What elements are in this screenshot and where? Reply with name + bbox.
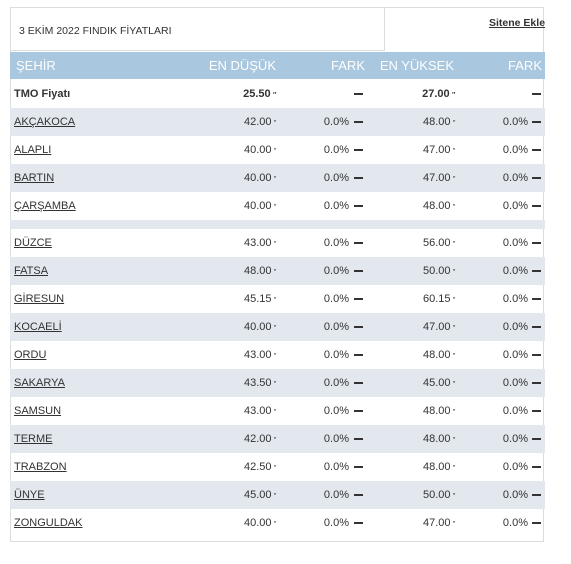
city-link[interactable]: SAKARYA <box>14 377 65 389</box>
no-change-icon <box>354 149 363 151</box>
low-diff: 0.0% <box>323 321 349 333</box>
city-link[interactable]: ÇARŞAMBA <box>14 200 76 212</box>
price-mark: ″ <box>273 381 276 388</box>
no-change-icon <box>532 93 541 95</box>
no-change-icon <box>532 438 541 440</box>
no-change-icon <box>354 382 363 384</box>
price-mark: ″ <box>273 465 276 472</box>
low-diff: 0.0% <box>323 489 349 501</box>
no-change-icon <box>354 466 363 468</box>
high-price <box>423 461 455 473</box>
table-header <box>10 52 545 79</box>
low-price <box>244 144 276 156</box>
high-price <box>423 144 455 156</box>
high-diff: 0.0% <box>502 200 528 212</box>
low-price-value: 43.00 <box>243 349 272 361</box>
high-price-value: 48.00 <box>422 405 451 417</box>
table-row <box>10 341 545 369</box>
city-link[interactable]: KOCAELİ <box>14 321 62 333</box>
low-price-value: 25.50 <box>243 88 271 100</box>
price-mark: ″ <box>452 241 455 248</box>
no-change-icon <box>354 270 363 272</box>
no-change-icon <box>532 298 541 300</box>
high-price <box>423 349 455 361</box>
no-change-icon <box>354 177 363 179</box>
city-link[interactable]: DÜZCE <box>14 237 52 249</box>
city-link[interactable]: AKÇAKOCA <box>14 116 76 128</box>
header-low-diff: FARK <box>331 58 365 73</box>
low-diff: 0.0% <box>323 200 349 212</box>
high-diff: 0.0% <box>502 321 528 333</box>
low-price <box>244 489 276 501</box>
high-price-value: 45.00 <box>422 377 451 389</box>
price-mark: ″ <box>451 92 455 99</box>
price-mark: ″ <box>273 437 276 444</box>
city-link[interactable]: GİRESUN <box>14 293 65 305</box>
high-diff: 0.0% <box>502 377 528 389</box>
no-change-icon <box>354 121 363 123</box>
high-price <box>423 172 455 184</box>
no-change-icon <box>354 354 363 356</box>
table-row <box>10 285 545 313</box>
low-price-value: 42.00 <box>243 116 272 128</box>
price-mark: ″ <box>273 204 276 211</box>
no-change-icon <box>532 354 541 356</box>
high-price <box>423 237 455 249</box>
city-link[interactable]: ORDU <box>14 349 47 361</box>
table-row <box>10 481 545 509</box>
high-price-value: 47.00 <box>422 517 451 529</box>
low-price-value: 42.00 <box>243 433 272 445</box>
price-mark: ″ <box>452 409 455 416</box>
high-diff: 0.0% <box>502 293 528 305</box>
high-diff: 0.0% <box>502 517 528 529</box>
low-price <box>244 200 276 212</box>
row-spacer <box>10 220 545 229</box>
low-price-value: 43.00 <box>243 237 272 249</box>
table-row <box>10 192 545 220</box>
low-diff: 0.0% <box>323 265 349 277</box>
high-price-value: 48.00 <box>422 116 451 128</box>
high-price <box>423 405 455 417</box>
low-diff: 0.0% <box>323 293 349 305</box>
price-mark: ″ <box>273 148 276 155</box>
city-link[interactable]: FATSA <box>14 265 49 277</box>
low-price-value: 45.15 <box>243 293 272 305</box>
price-mark: ″ <box>452 148 455 155</box>
low-price-value: 43.00 <box>243 405 272 417</box>
price-mark: ″ <box>452 465 455 472</box>
city-link[interactable]: TERME <box>14 433 53 445</box>
low-price-value: 40.00 <box>243 200 272 212</box>
high-price-value: 56.00 <box>422 237 451 249</box>
price-mark: ″ <box>273 409 276 416</box>
high-price-value: 47.00 <box>422 144 451 156</box>
table-row <box>10 108 545 136</box>
price-mark: ″ <box>273 120 276 127</box>
no-change-icon <box>532 177 541 179</box>
low-diff: 0.0% <box>323 349 349 361</box>
header-low: EN DÜŞÜK <box>208 58 276 73</box>
high-price <box>423 517 455 529</box>
low-price-value: 40.00 <box>243 321 272 333</box>
low-price <box>243 88 276 100</box>
low-diff: 0.0% <box>323 237 349 249</box>
price-mark: ″ <box>273 521 276 528</box>
low-diff: 0.0% <box>323 405 349 417</box>
price-mark: ″ <box>452 120 455 127</box>
add-to-site-link[interactable]: Sitene Ekle <box>489 17 546 29</box>
high-price-value: 48.00 <box>422 461 451 473</box>
low-diff: 0.0% <box>323 517 349 529</box>
low-price <box>244 405 276 417</box>
high-diff: 0.0% <box>502 461 528 473</box>
price-table <box>10 80 545 537</box>
low-price <box>244 461 276 473</box>
no-change-icon <box>354 522 363 524</box>
table-row <box>10 425 545 453</box>
high-price-value: 27.00 <box>422 88 450 100</box>
low-price-value: 40.00 <box>243 172 272 184</box>
city-link[interactable]: BARTIN <box>14 172 55 184</box>
price-mark: ″ <box>452 325 455 332</box>
low-price-value: 45.00 <box>243 489 272 501</box>
no-change-icon <box>354 410 363 412</box>
low-price <box>244 349 276 361</box>
no-change-icon <box>532 121 541 123</box>
high-price-value: 50.00 <box>422 265 451 277</box>
high-price <box>422 88 455 100</box>
no-change-icon <box>354 298 363 300</box>
low-price-value: 42.50 <box>243 461 272 473</box>
no-change-icon <box>532 149 541 151</box>
price-mark: ″ <box>273 176 276 183</box>
table-row <box>10 369 545 397</box>
high-diff: 0.0% <box>502 433 528 445</box>
table-row <box>10 136 545 164</box>
row-label: TMO Fiyatı <box>14 88 71 100</box>
city-link[interactable]: ZONGULDAK <box>14 517 83 529</box>
high-diff: 0.0% <box>502 489 528 501</box>
high-price <box>423 321 455 333</box>
high-diff: 0.0% <box>502 405 528 417</box>
header-high-diff: FARK <box>508 58 542 73</box>
high-diff: 0.0% <box>502 265 528 277</box>
price-mark: ″ <box>273 269 276 276</box>
low-price <box>244 237 276 249</box>
low-price <box>244 377 276 389</box>
low-diff: 0.0% <box>323 116 349 128</box>
price-mark: ″ <box>273 241 276 248</box>
price-mark: ″ <box>452 176 455 183</box>
low-price <box>244 265 276 277</box>
low-price <box>244 172 276 184</box>
price-mark: ″ <box>452 269 455 276</box>
no-change-icon <box>354 93 363 95</box>
table-row <box>10 164 545 192</box>
city-link[interactable]: ALAPLI <box>14 144 52 156</box>
city-link[interactable]: ÜNYE <box>14 489 45 501</box>
price-mark: ″ <box>273 353 276 360</box>
price-mark: ″ <box>452 204 455 211</box>
high-price-value: 48.00 <box>422 433 451 445</box>
high-diff: 0.0% <box>502 349 528 361</box>
table-row <box>10 397 545 425</box>
header-high: EN YÜKSEK <box>379 58 454 73</box>
no-change-icon <box>532 494 541 496</box>
low-price-value: 40.00 <box>243 517 272 529</box>
high-diff: 0.0% <box>502 116 528 128</box>
price-mark: ″ <box>272 92 276 99</box>
table-row <box>10 229 545 257</box>
table-row <box>10 453 545 481</box>
table-row <box>10 313 545 341</box>
low-diff: 0.0% <box>323 377 349 389</box>
high-price <box>423 265 455 277</box>
high-price <box>423 377 455 389</box>
high-diff: 0.0% <box>502 237 528 249</box>
low-price-value: 40.00 <box>243 144 272 156</box>
no-change-icon <box>354 205 363 207</box>
high-price <box>423 489 455 501</box>
high-price <box>423 293 455 305</box>
table-row <box>10 257 545 285</box>
table-row <box>10 509 545 537</box>
no-change-icon <box>532 466 541 468</box>
low-diff: 0.0% <box>323 433 349 445</box>
title-box <box>10 7 385 51</box>
high-price-value: 60.15 <box>422 293 451 305</box>
widget-title: 3 EKİM 2022 FINDIK FİYATLARI <box>19 25 172 37</box>
price-mark: ″ <box>452 521 455 528</box>
no-change-icon <box>532 205 541 207</box>
no-change-icon <box>354 438 363 440</box>
high-price <box>423 116 455 128</box>
high-price <box>423 433 455 445</box>
low-price-value: 48.00 <box>243 265 272 277</box>
high-diff: 0.0% <box>502 144 528 156</box>
no-change-icon <box>532 242 541 244</box>
price-mark: ″ <box>452 437 455 444</box>
low-diff: 0.0% <box>323 172 349 184</box>
city-link[interactable]: SAMSUN <box>14 405 62 417</box>
low-price-value: 43.50 <box>243 377 272 389</box>
price-mark: ″ <box>452 297 455 304</box>
no-change-icon <box>532 410 541 412</box>
high-diff: 0.0% <box>502 172 528 184</box>
price-mark: ″ <box>452 493 455 500</box>
high-price-value: 47.00 <box>422 321 451 333</box>
no-change-icon <box>532 522 541 524</box>
low-price <box>244 433 276 445</box>
low-price <box>244 116 276 128</box>
low-diff: 0.0% <box>323 461 349 473</box>
high-price-value: 47.00 <box>422 172 451 184</box>
price-mark: ″ <box>273 297 276 304</box>
high-price <box>423 200 455 212</box>
price-mark: ″ <box>452 353 455 360</box>
high-price-value: 48.00 <box>422 349 451 361</box>
table-row <box>10 80 545 108</box>
no-change-icon <box>532 326 541 328</box>
price-mark: ″ <box>273 493 276 500</box>
high-price-value: 48.00 <box>422 200 451 212</box>
price-mark: ″ <box>452 381 455 388</box>
no-change-icon <box>532 382 541 384</box>
low-diff: 0.0% <box>323 144 349 156</box>
high-price-value: 50.00 <box>422 489 451 501</box>
low-price <box>244 321 276 333</box>
low-price <box>244 293 276 305</box>
no-change-icon <box>354 326 363 328</box>
no-change-icon <box>354 494 363 496</box>
header-city: ŞEHİR <box>16 58 56 73</box>
low-price <box>244 517 276 529</box>
no-change-icon <box>354 242 363 244</box>
no-change-icon <box>532 270 541 272</box>
city-link[interactable]: TRABZON <box>14 461 67 473</box>
price-mark: ″ <box>273 325 276 332</box>
